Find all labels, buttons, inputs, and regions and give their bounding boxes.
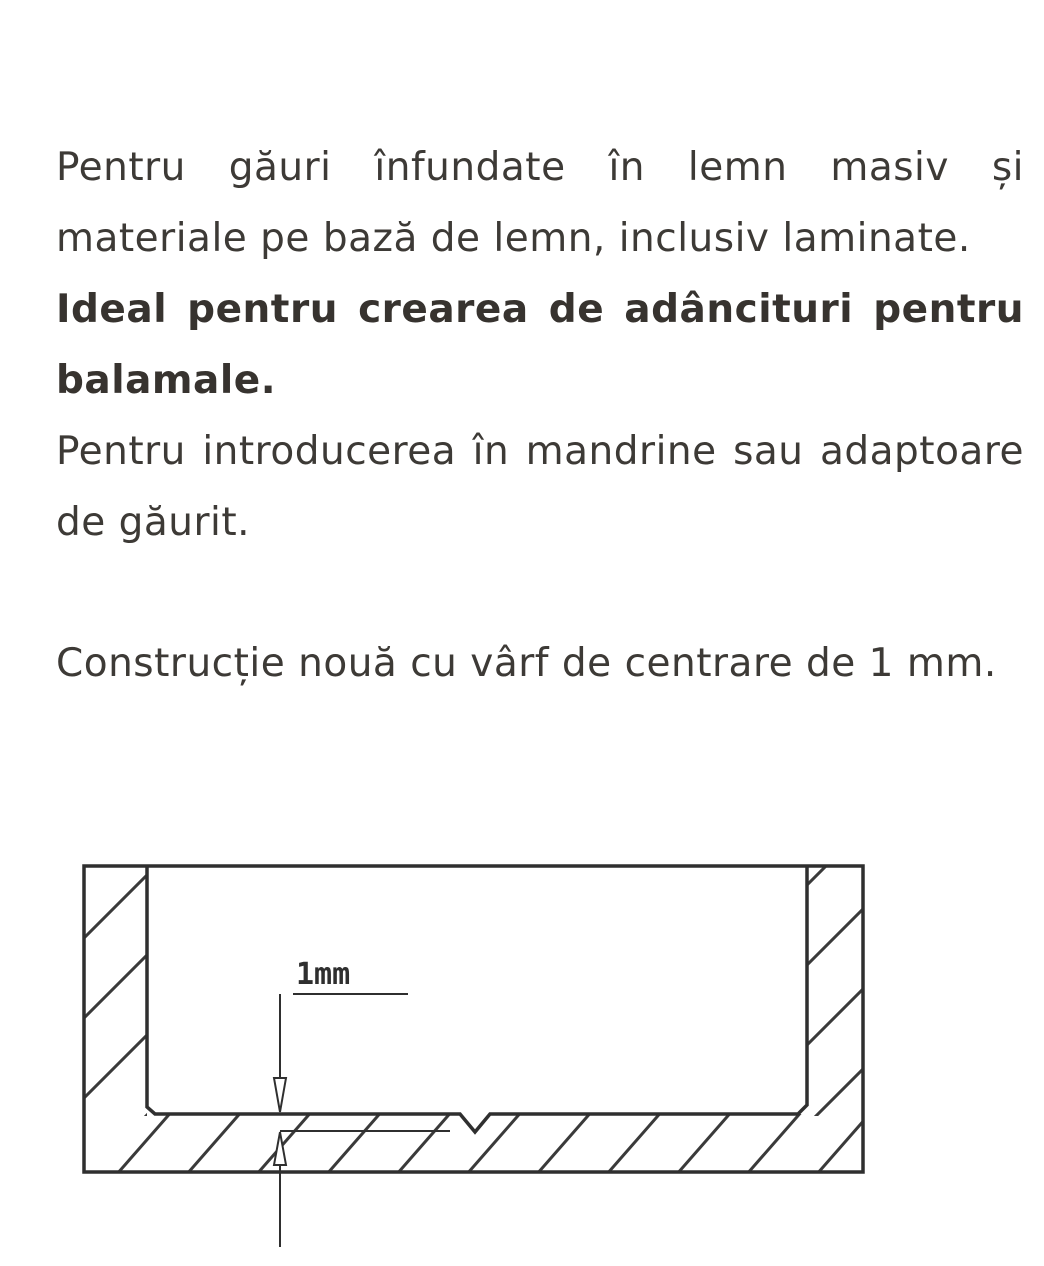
paragraph-spacer [56,558,1024,628]
blind-hole-cross-section-diagram [70,852,880,1262]
hole-profile [147,866,807,1132]
dimension-label: 1mm [296,957,351,992]
paragraph-chuck-adapter: Pentru introducerea în mandrine sau adaptoare de găurit. [56,429,1024,545]
dimension-arrows [274,1078,286,1165]
paragraph-ideal-hinges: Ideal pentru crearea de adâncituri pentru balamale. [56,287,1024,403]
paragraph-usage: Pentru găuri înfundate în lemn masiv și materiale pe bază de lemn, inclusiv laminate. [56,145,1024,261]
paragraph-centering-tip: Construcție nouă cu vârf de centrare de 1 mm. [56,641,997,686]
workpiece-outline [84,866,863,1172]
description-text [56,132,1024,699]
